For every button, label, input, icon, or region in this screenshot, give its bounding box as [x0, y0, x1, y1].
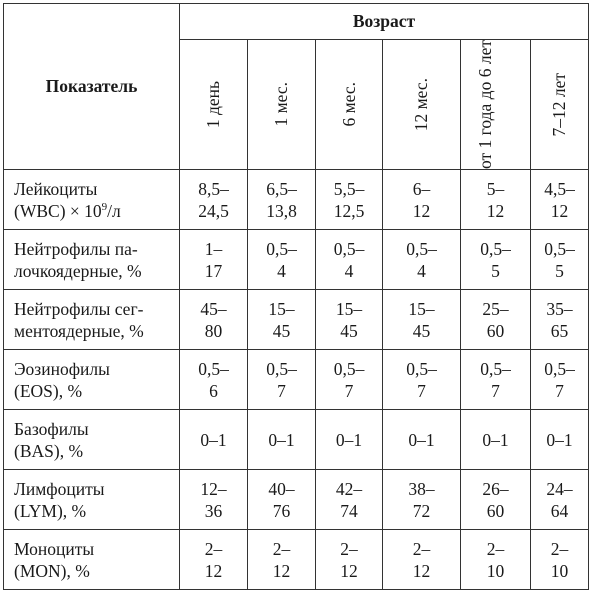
value-line: 7 — [344, 380, 354, 401]
age-col-1 — [180, 40, 248, 170]
value-line: 2– — [272, 538, 291, 559]
value-line: 12 — [204, 560, 223, 581]
value-line: 0,5– — [544, 358, 575, 379]
value-cell — [180, 410, 248, 470]
value-cell — [248, 230, 316, 290]
value-line: 36 — [204, 500, 223, 521]
label-line: Нейтрофилы сег- — [14, 298, 144, 319]
value-line: 2– — [340, 538, 358, 559]
age-header: Возраст — [180, 4, 589, 40]
value-line: 4 — [277, 260, 286, 281]
value-line: 0,5– — [406, 238, 437, 259]
value-line: 42– — [335, 478, 363, 499]
value-line: 6,5– — [266, 178, 297, 199]
value-line: 24,5 — [198, 200, 229, 221]
value-line: 15– — [408, 298, 435, 319]
value-line: 60 — [486, 320, 505, 341]
label-line: лочкоядерные, % — [14, 260, 142, 281]
value-line: 0–1 — [200, 429, 227, 450]
indicator-label — [4, 410, 180, 470]
label-line: Нейтрофилы па- — [14, 238, 138, 259]
label-line: Лейкоциты — [14, 178, 98, 199]
value-line: 0,5– — [480, 238, 511, 259]
value-cell — [383, 470, 461, 530]
value-line: 4,5– — [544, 178, 575, 199]
value-line: 5 — [555, 260, 564, 281]
indicator-label — [4, 290, 180, 350]
value-cell — [180, 230, 248, 290]
table-row — [4, 530, 589, 590]
value-cell — [316, 350, 383, 410]
value-cell — [383, 230, 461, 290]
value-line: 0,5– — [198, 358, 229, 379]
indicator-label — [4, 470, 180, 530]
value-line: 0–1 — [482, 429, 509, 450]
value-line: 0,5– — [406, 358, 437, 379]
value-cell — [248, 470, 316, 530]
value-line: 2– — [486, 538, 505, 559]
value-line: 6 — [209, 380, 218, 401]
value-cell — [461, 410, 531, 470]
exponent: 9 — [101, 200, 108, 213]
label-line: (BAS), % — [14, 440, 84, 461]
value-line: 0,5– — [544, 238, 575, 259]
value-cell — [461, 530, 531, 590]
value-line: 12 — [486, 200, 505, 221]
value-line: 0,5– — [266, 358, 297, 379]
value-line: 45 — [340, 320, 358, 341]
label-line: Базофилы — [14, 418, 89, 439]
value-cell — [461, 350, 531, 410]
value-cell — [531, 470, 589, 530]
label-line: Лимфоциты — [14, 478, 105, 499]
value-line: 12 — [550, 200, 569, 221]
indicator-label — [4, 230, 180, 290]
table-row — [4, 410, 589, 470]
table-row — [4, 290, 589, 350]
value-cell — [180, 350, 248, 410]
value-line: 76 — [272, 500, 291, 521]
value-cell — [248, 410, 316, 470]
label-line: (MON), % — [14, 560, 90, 581]
value-cell — [531, 290, 589, 350]
value-line: 38– — [408, 478, 435, 499]
table-row — [4, 470, 589, 530]
value-cell — [180, 170, 248, 230]
value-cell — [461, 170, 531, 230]
value-cell — [180, 470, 248, 530]
value-cell — [383, 170, 461, 230]
value-line: 15– — [335, 298, 363, 319]
value-line: 17 — [204, 260, 223, 281]
value-line: 2– — [412, 538, 431, 559]
value-cell — [531, 410, 589, 470]
age-col-5 — [461, 40, 531, 170]
value-line: 25– — [482, 298, 509, 319]
value-line: 60 — [486, 500, 505, 521]
value-line: 0–1 — [335, 429, 363, 450]
value-line: 64 — [550, 500, 569, 521]
value-line: 10 — [486, 560, 505, 581]
value-line: 7 — [417, 380, 426, 401]
value-cell — [531, 170, 589, 230]
age-label: 1 день — [203, 80, 223, 129]
indicator-label — [4, 530, 180, 590]
age-label: от 1 года до 6 лет — [474, 40, 495, 170]
value-line: 4 — [344, 260, 354, 281]
value-line: 5,5– — [333, 178, 365, 199]
indicator-label — [4, 170, 180, 230]
value-cell — [248, 170, 316, 230]
age-col-6 — [531, 40, 589, 170]
value-line: 35– — [546, 298, 573, 319]
value-cell — [461, 230, 531, 290]
value-cell — [316, 290, 383, 350]
value-line: 0–1 — [408, 429, 435, 450]
value-line: 45 — [272, 320, 291, 341]
age-label: 1 мес. — [271, 82, 291, 127]
value-line: 10 — [550, 560, 569, 581]
value-cell — [461, 290, 531, 350]
value-line: 45 — [412, 320, 431, 341]
age-col-4 — [383, 40, 461, 170]
value-cell — [383, 290, 461, 350]
value-line: 0–1 — [546, 429, 573, 450]
value-cell — [316, 410, 383, 470]
value-line: 0–1 — [268, 429, 295, 450]
value-cell — [248, 290, 316, 350]
value-line: 26– — [482, 478, 509, 499]
value-cell — [531, 230, 589, 290]
value-line: 45– — [200, 298, 227, 319]
label-line: ментоядерные, % — [14, 320, 144, 341]
value-line: 12 — [272, 560, 291, 581]
value-line: 0,5– — [266, 238, 297, 259]
label-line: (EOS), % — [14, 380, 83, 401]
value-line: 5 — [491, 260, 500, 281]
age-col-3 — [316, 40, 383, 170]
value-line: 7 — [491, 380, 500, 401]
indicator-header: Показатель — [4, 4, 180, 170]
table-row — [4, 350, 589, 410]
value-line: 12 — [412, 200, 431, 221]
value-line: 7 — [555, 380, 564, 401]
value-line: 8,5– — [198, 178, 229, 199]
value-line: 6– — [412, 178, 431, 199]
value-line: 7 — [277, 380, 286, 401]
value-line: 13,8 — [266, 200, 297, 221]
value-line: 1– — [204, 238, 223, 259]
value-line: 74 — [340, 500, 358, 521]
value-cell — [383, 350, 461, 410]
value-line: 0,5– — [333, 358, 365, 379]
value-line: 12 — [340, 560, 358, 581]
table-row — [4, 170, 589, 230]
value-cell — [248, 530, 316, 590]
value-line: 24– — [546, 478, 573, 499]
label-line: (LYM), % — [14, 500, 87, 521]
table-row — [4, 230, 589, 290]
value-cell — [316, 530, 383, 590]
value-line: 12 — [412, 560, 431, 581]
value-cell — [461, 470, 531, 530]
value-line: 12– — [200, 478, 227, 499]
reference-table — [3, 3, 589, 590]
value-line: 40– — [268, 478, 295, 499]
value-cell — [531, 350, 589, 410]
indicator-label — [4, 350, 180, 410]
value-line: 65 — [550, 320, 569, 341]
value-line: 15– — [268, 298, 295, 319]
value-line: 12,5 — [333, 200, 365, 221]
value-line: 4 — [417, 260, 426, 281]
value-line: 5– — [486, 178, 505, 199]
value-cell — [383, 530, 461, 590]
label-unit: /л — [107, 200, 121, 221]
value-cell — [316, 170, 383, 230]
value-line: 0,5– — [480, 358, 511, 379]
value-line: 80 — [204, 320, 223, 341]
value-cell — [383, 410, 461, 470]
header-row-top — [4, 4, 589, 40]
value-cell — [531, 530, 589, 590]
value-line: 2– — [204, 538, 223, 559]
value-cell — [316, 470, 383, 530]
label-line: Эозинофилы — [14, 358, 110, 379]
value-cell — [180, 290, 248, 350]
value-cell — [248, 350, 316, 410]
age-col-2 — [248, 40, 316, 170]
age-label: 6 мес. — [338, 82, 359, 127]
age-label: 12 мес. — [411, 77, 431, 132]
value-line: 72 — [412, 500, 431, 521]
label-line: (WBC) × 10 — [14, 200, 102, 221]
value-line: 0,5– — [333, 238, 365, 259]
label-line: Моноциты — [14, 538, 95, 559]
value-cell — [180, 530, 248, 590]
age-label: 7–12 лет — [549, 72, 569, 137]
value-cell — [316, 230, 383, 290]
value-line: 2– — [550, 538, 569, 559]
